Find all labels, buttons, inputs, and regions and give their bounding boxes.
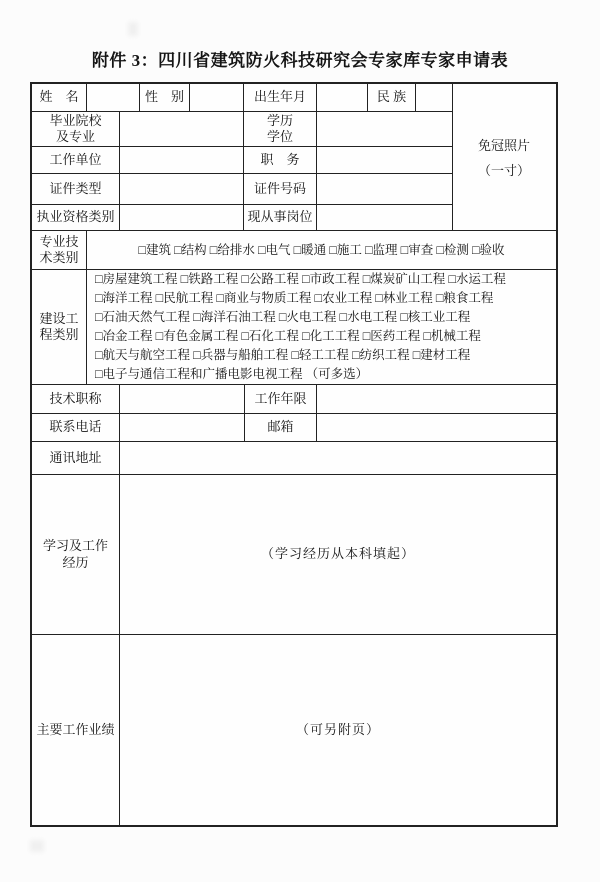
work-years-label: 工作年限 [245, 385, 317, 413]
id-type-input-cell[interactable] [120, 174, 244, 204]
id-number-label: 证件号码 [244, 174, 317, 204]
construction-options-line[interactable]: □冶金工程 □有色金属工程 □石化工程 □化工工程 □医药工程 □机械工程 [95, 329, 481, 343]
achievements-placeholder: （可另附页） [295, 721, 380, 737]
tech-title-label: 技术职称 [32, 385, 120, 413]
employer-label: 工作单位 [32, 147, 120, 173]
current-post-input-cell[interactable] [317, 205, 452, 230]
gender-label: 性 别 [140, 84, 190, 111]
scan-artifact [30, 840, 44, 852]
achievements-input-cell[interactable] [120, 635, 556, 825]
row-achievements [32, 635, 556, 825]
phone-label: 联系电话 [32, 414, 120, 441]
construction-category-label: 建设工 程类别 [32, 270, 87, 384]
school-major-input-cell[interactable] [120, 112, 244, 146]
professional-category-options[interactable] [87, 231, 556, 269]
employer-input-cell[interactable] [120, 147, 244, 173]
email-input-cell[interactable] [317, 414, 556, 441]
construction-options-line[interactable]: □房屋建筑工程 □铁路工程 □公路工程 □市政工程 □煤炭矿山工程 □水运工程 [95, 272, 506, 286]
construction-options-line[interactable]: □海洋工程 □民航工程 □商业与物质工程 □农业工程 □林业工程 □粮食工程 [95, 291, 494, 305]
professional-category-label: 专业技 术类别 [32, 231, 87, 269]
row-construction-category [32, 270, 556, 385]
row-tech-title [32, 385, 556, 414]
construction-options-line[interactable]: □石油天然气工程 □海洋石油工程 □火电工程 □水电工程 □核工业工程 [95, 310, 471, 324]
degree-label: 学历 学位 [244, 112, 317, 146]
row-id [32, 174, 452, 205]
photo-caption-line1: 免冠照片 [477, 138, 530, 153]
qualification-label: 执业资格类别 [32, 205, 120, 230]
row-history [32, 475, 556, 635]
position-label: 职 务 [244, 147, 317, 173]
achievements-label: 主要工作业绩 [32, 635, 120, 825]
address-input-cell[interactable] [120, 442, 556, 474]
photo-caption-line2: （一寸） [477, 163, 530, 178]
phone-input-cell[interactable] [120, 414, 245, 441]
scan-artifact [128, 22, 138, 36]
top-left-grid [32, 84, 452, 230]
id-number-input-cell[interactable] [317, 174, 452, 204]
application-form-table [30, 82, 558, 827]
page-title: 附件 3：四川省建筑防火科技研究会专家库专家申请表 [91, 51, 509, 70]
history-label: 学习及工作 经历 [32, 475, 120, 634]
tech-title-input-cell[interactable] [120, 385, 245, 413]
construction-category-options[interactable] [87, 270, 556, 384]
qualification-input-cell[interactable] [120, 205, 244, 230]
school-major-label: 毕业院校 及专业 [32, 112, 120, 146]
name-input-cell[interactable] [87, 84, 140, 111]
work-years-input-cell[interactable] [317, 385, 556, 413]
construction-options-line[interactable]: □电子与通信工程和广播电影电视工程 （可多选） [95, 367, 369, 381]
row-qualification [32, 205, 452, 230]
ethnicity-input-cell[interactable] [416, 84, 452, 111]
current-post-label: 现从事岗位 [244, 205, 317, 230]
gender-input-cell[interactable] [190, 84, 244, 111]
birth-date-label: 出生年月 [244, 84, 317, 111]
row-contact [32, 414, 556, 442]
photo-cell[interactable] [452, 84, 555, 230]
professional-options-line[interactable]: □建筑 □结构 □给排水 □电气 □暖通 □施工 □监理 □审查 □检测 □验收 [138, 242, 505, 257]
row-professional-category [32, 231, 556, 270]
row-address [32, 442, 556, 475]
name-label: 姓 名 [32, 84, 87, 111]
degree-input-cell[interactable] [317, 112, 452, 146]
row-school [32, 112, 452, 147]
row-name [32, 84, 452, 112]
construction-options-line[interactable]: □航天与航空工程 □兵器与船舶工程 □轻工工程 □纺织工程 □建材工程 [95, 348, 471, 362]
ethnicity-label: 民 族 [368, 84, 416, 111]
history-input-cell[interactable] [120, 475, 556, 634]
address-label: 通讯地址 [32, 442, 120, 474]
id-type-label: 证件类型 [32, 174, 120, 204]
birth-date-input-cell[interactable] [317, 84, 368, 111]
email-label: 邮箱 [245, 414, 317, 441]
row-employer [32, 147, 452, 174]
top-section [32, 84, 556, 231]
position-input-cell[interactable] [317, 147, 452, 173]
history-placeholder: （学习经历从本科填起） [260, 546, 415, 562]
